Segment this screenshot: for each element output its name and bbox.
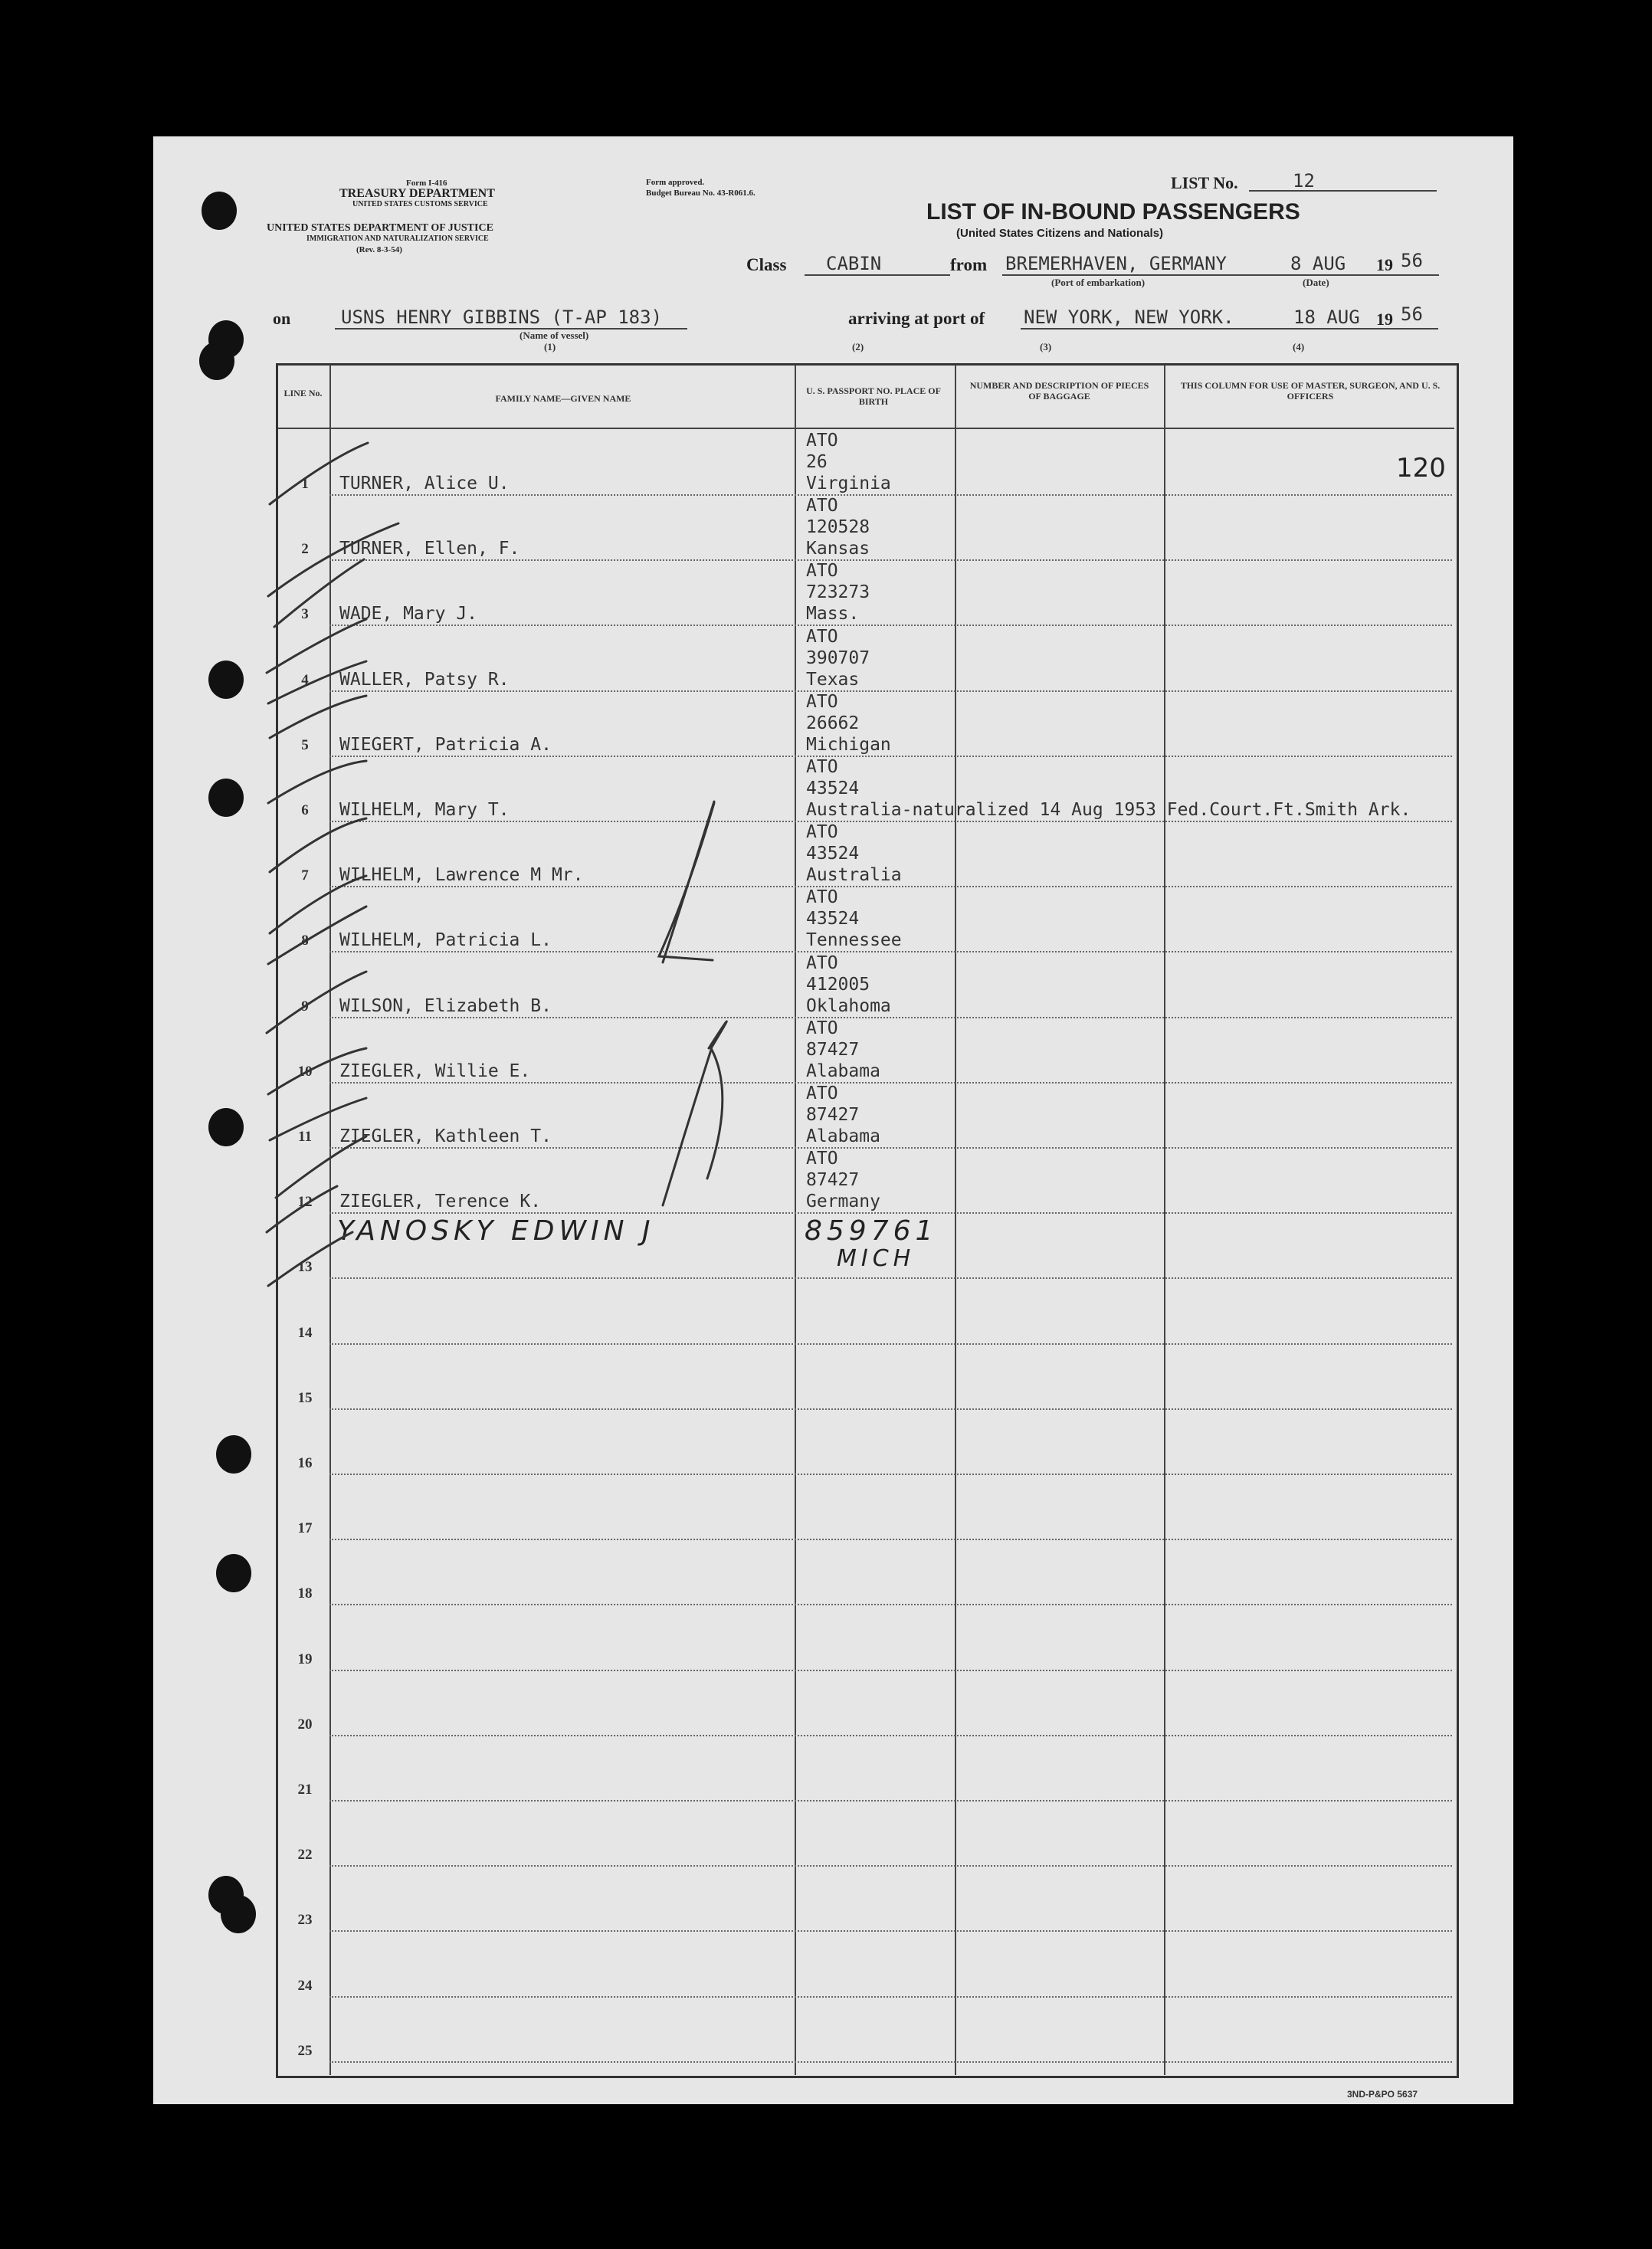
printer-code: 3ND-P&PO 5637 bbox=[1347, 2089, 1418, 2100]
customs-service: UNITED STATES CUSTOMS SERVICE bbox=[352, 200, 488, 208]
row-number: 16 bbox=[297, 1455, 313, 1471]
passenger-name: ZIEGLER, Kathleen T. bbox=[339, 1126, 552, 1146]
place-of-birth: Australia bbox=[806, 865, 902, 886]
passenger-name: WILHELM, Lawrence M Mr. bbox=[339, 865, 584, 886]
arriving-label: arriving at port of bbox=[848, 309, 985, 328]
port-emb-caption: (Port of embarkation) bbox=[1051, 277, 1146, 288]
passport-prefix: ATO bbox=[806, 757, 838, 777]
passport-number: 87427 bbox=[806, 1105, 860, 1125]
col-header-name: FAMILY NAME—GIVEN NAME bbox=[495, 393, 631, 404]
row-number: 17 bbox=[297, 1520, 313, 1537]
row-number: 20 bbox=[297, 1716, 313, 1733]
passport-number: 43524 bbox=[806, 909, 860, 929]
passport-number: 43524 bbox=[806, 844, 860, 864]
year-prefix: 19 bbox=[1376, 255, 1393, 274]
passenger-name: WALLER, Patsy R. bbox=[339, 669, 510, 690]
passport-number: 390707 bbox=[806, 647, 870, 668]
class-value: CABIN bbox=[826, 253, 882, 274]
place-of-birth: Alabama bbox=[806, 1061, 880, 1081]
treasury-dept: TREASURY DEPARTMENT bbox=[339, 187, 495, 200]
passport-number: 26 bbox=[806, 452, 828, 472]
list-no-label: LIST No. bbox=[1171, 173, 1238, 192]
passport-number: 87427 bbox=[806, 1170, 860, 1191]
passport-number: 120528 bbox=[806, 517, 870, 538]
form-approved: Form approved. bbox=[646, 178, 705, 187]
place-of-birth: Germany bbox=[806, 1192, 880, 1212]
row-number: 1 bbox=[301, 476, 309, 492]
row-number: 7 bbox=[301, 867, 309, 884]
place-of-birth: Texas bbox=[806, 669, 860, 690]
place-of-birth: Tennessee bbox=[806, 930, 902, 951]
col-header-line-no: LINE No. bbox=[284, 388, 323, 398]
row-number: 11 bbox=[298, 1129, 312, 1145]
arrival-year: 56 bbox=[1401, 303, 1423, 325]
col-header-passport: U. S. PASSPORT NO. PLACE OF BIRTH bbox=[806, 385, 941, 407]
row-number: 22 bbox=[297, 1847, 313, 1864]
passenger-name: TURNER, Ellen, F. bbox=[339, 539, 520, 559]
passport-prefix: ATO bbox=[806, 952, 838, 973]
from-label: from bbox=[950, 255, 988, 274]
justice-dept: UNITED STATES DEPARTMENT OF JUSTICE bbox=[267, 222, 493, 234]
col-header-baggage: NUMBER AND DESCRIPTION OF PIECES OF BAGGAGE bbox=[969, 380, 1149, 402]
date-caption: (Date) bbox=[1303, 277, 1329, 288]
passport-prefix: ATO bbox=[806, 691, 838, 712]
caption-3: (3) bbox=[1040, 341, 1052, 352]
budget-bureau: Budget Bureau No. 43-R061.6. bbox=[646, 189, 756, 198]
revision: (Rev. 8-3-54) bbox=[356, 245, 402, 254]
arrival-port: NEW YORK, NEW YORK. bbox=[1024, 307, 1234, 328]
col-header-officers: THIS COLUMN FOR USE OF MASTER, SURGEON, AND U. S. OFFICERS bbox=[1180, 380, 1441, 402]
row-number: 19 bbox=[297, 1651, 313, 1667]
place-of-birth: Virginia bbox=[806, 474, 891, 493]
handwritten-passport: 859761 bbox=[805, 1215, 938, 1247]
passport-prefix: ATO bbox=[806, 1018, 838, 1038]
passport-prefix: ATO bbox=[806, 887, 838, 908]
place-of-birth: Kansas bbox=[806, 539, 870, 559]
year-prefix-2: 19 bbox=[1376, 310, 1393, 329]
document-page bbox=[153, 136, 1513, 2104]
row-number: 14 bbox=[297, 1324, 313, 1341]
place-of-birth: Oklahoma bbox=[806, 995, 891, 1016]
row-number: 3 bbox=[301, 606, 309, 623]
arrival-date: 18 AUG bbox=[1293, 307, 1360, 328]
passport-number: 87427 bbox=[806, 1039, 860, 1060]
passport-number: 412005 bbox=[806, 974, 870, 995]
passport-prefix: ATO bbox=[806, 1149, 838, 1169]
place-of-birth: Australia-naturalized 14 Aug 1953 Fed.Court.Ft.Smith Ark. bbox=[806, 800, 1411, 820]
class-label: Class bbox=[746, 255, 787, 274]
passenger-name: WILHELM, Mary T. bbox=[339, 800, 510, 820]
caption-4: (4) bbox=[1293, 341, 1305, 352]
passport-prefix: ATO bbox=[806, 561, 838, 582]
row-number: 21 bbox=[297, 1782, 313, 1798]
row-number: 5 bbox=[301, 736, 309, 753]
document-title: LIST OF IN-BOUND PASSENGERS bbox=[926, 199, 1300, 225]
embarkation-year: 56 bbox=[1401, 250, 1423, 271]
place-of-birth: Mass. bbox=[806, 604, 860, 625]
handwritten-name: YANOSKY EDWIN J bbox=[337, 1215, 655, 1247]
pencil-check-marks bbox=[153, 136, 1513, 2104]
passenger-name: ZIEGLER, Willie E. bbox=[339, 1061, 531, 1081]
document-subtitle: (United States Citizens and Nationals) bbox=[956, 227, 1164, 240]
passenger-name: WIEGERT, Patricia A. bbox=[339, 734, 552, 755]
caption-1: (1) bbox=[544, 341, 556, 352]
passenger-name: WADE, Mary J. bbox=[339, 604, 478, 625]
passport-number: 43524 bbox=[806, 779, 860, 798]
row-number: 4 bbox=[301, 671, 309, 688]
ins-service: IMMIGRATION AND NATURALIZATION SERVICE bbox=[306, 234, 489, 243]
row-number: 8 bbox=[301, 933, 309, 949]
list-number: 12 bbox=[1293, 170, 1315, 192]
passport-prefix: ATO bbox=[806, 431, 838, 451]
row-number: 2 bbox=[301, 541, 309, 558]
row-number: 9 bbox=[301, 998, 309, 1015]
passport-prefix: ATO bbox=[806, 1084, 838, 1103]
passenger-name: TURNER, Alice U. bbox=[339, 474, 510, 493]
row-number: 13 bbox=[297, 1259, 313, 1276]
row-number: 23 bbox=[297, 1912, 313, 1929]
row-number: 24 bbox=[297, 1977, 313, 1994]
passport-prefix: ATO bbox=[806, 626, 838, 647]
embarkation-date: 8 AUG bbox=[1290, 253, 1346, 274]
passenger-name: WILSON, Elizabeth B. bbox=[339, 995, 552, 1016]
vessel-caption: (Name of vessel) bbox=[520, 329, 589, 341]
passport-number: 26662 bbox=[806, 713, 860, 733]
row-number: 18 bbox=[297, 1585, 313, 1602]
handwritten-birthplace: MICH bbox=[837, 1245, 916, 1272]
on-label: on bbox=[273, 309, 291, 328]
passport-prefix: ATO bbox=[806, 496, 838, 516]
form-number: Form I-416 bbox=[406, 179, 447, 188]
place-of-birth: Alabama bbox=[806, 1126, 880, 1146]
passenger-name: ZIEGLER, Terence K. bbox=[339, 1192, 542, 1212]
passport-number: 723273 bbox=[806, 582, 870, 603]
vessel-name: USNS HENRY GIBBINS (T-AP 183) bbox=[341, 307, 663, 328]
row-number: 12 bbox=[297, 1194, 313, 1211]
row-number: 6 bbox=[301, 802, 309, 818]
passport-prefix: ATO bbox=[806, 822, 838, 843]
row-number: 25 bbox=[297, 2042, 313, 2059]
row-number: 15 bbox=[297, 1389, 313, 1406]
officer-note: 120 bbox=[1396, 453, 1446, 484]
passenger-name: WILHELM, Patricia L. bbox=[339, 930, 552, 951]
row-number: 10 bbox=[297, 1063, 313, 1080]
port-of-embarkation: BREMERHAVEN, GERMANY bbox=[1005, 253, 1227, 274]
caption-2: (2) bbox=[852, 341, 864, 352]
place-of-birth: Michigan bbox=[806, 734, 891, 755]
